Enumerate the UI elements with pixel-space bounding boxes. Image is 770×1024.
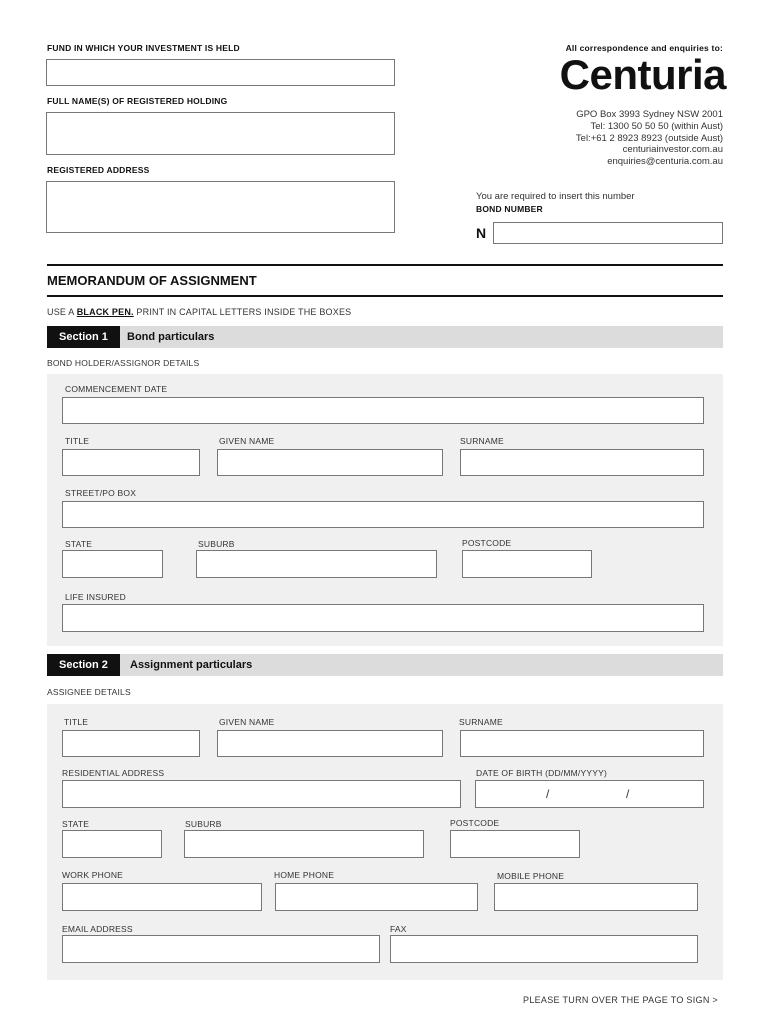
s2-postcode-label: POSTCODE bbox=[450, 818, 500, 828]
s1-given-input[interactable] bbox=[217, 449, 443, 476]
s1-surname-label: SURNAME bbox=[460, 436, 504, 446]
section1-title: Bond particulars bbox=[127, 331, 215, 343]
form-title: MEMORANDUM OF ASSIGNMENT bbox=[47, 273, 257, 288]
instruction-suffix: PRINT IN CAPITAL LETTERS INSIDE THE BOXES bbox=[133, 307, 352, 317]
s1-state-label: STATE bbox=[65, 539, 93, 549]
s2-state-label: STATE bbox=[62, 819, 90, 829]
s2-state-input[interactable] bbox=[62, 830, 162, 858]
instruction-prefix: USE A bbox=[47, 307, 77, 317]
s1-given-label: GIVEN NAME bbox=[219, 436, 275, 446]
section2-header bbox=[47, 654, 723, 676]
bond-note: You are required to insert this number bbox=[476, 191, 635, 202]
bond-prefix: N bbox=[476, 225, 487, 241]
fund-label: FUND IN WHICH YOUR INVESTMENT IS HELD bbox=[47, 43, 240, 53]
s1-street-label: STREET/PO BOX bbox=[65, 488, 137, 498]
s1-surname-input[interactable] bbox=[460, 449, 704, 476]
turn-over-note: PLEASE TURN OVER THE PAGE TO SIGN > bbox=[523, 995, 718, 1005]
contact-email: enquiries@centuria.com.au bbox=[607, 156, 723, 168]
residential-input[interactable] bbox=[62, 780, 461, 808]
s2-postcode-input[interactable] bbox=[450, 830, 580, 858]
contact-gpo: GPO Box 3993 Sydney NSW 2001 bbox=[576, 109, 723, 120]
email-input[interactable] bbox=[62, 935, 380, 963]
email-label: EMAIL ADDRESS bbox=[62, 924, 133, 934]
dob-separator-1: / bbox=[546, 787, 550, 801]
home-phone-label: HOME PHONE bbox=[274, 870, 335, 880]
s2-suburb-label: SUBURB bbox=[185, 819, 222, 829]
instruction bbox=[47, 307, 351, 317]
s1-street-input[interactable] bbox=[62, 501, 704, 528]
s1-suburb-label: SUBURB bbox=[198, 539, 235, 549]
dob-separator-2: / bbox=[626, 787, 630, 801]
bond-number-input[interactable] bbox=[493, 222, 723, 244]
residential-label: RESIDENTIAL ADDRESS bbox=[62, 768, 165, 778]
contact-tel: Tel: 1300 50 50 50 (within Aust) bbox=[590, 120, 723, 132]
s2-surname-input[interactable] bbox=[460, 730, 704, 757]
title-rule-top bbox=[47, 264, 723, 266]
bond-number-label: BOND NUMBER bbox=[476, 204, 543, 214]
section1-header bbox=[47, 326, 723, 348]
centuria-logo: Centuria bbox=[559, 51, 726, 98]
section1-subtitle: BOND HOLDER/ASSIGNOR DETAILS bbox=[47, 358, 200, 368]
dob-label: DATE OF BIRTH (DD/MM/YYYY) bbox=[476, 768, 607, 778]
s2-given-input[interactable] bbox=[217, 730, 443, 757]
s2-title-input[interactable] bbox=[62, 730, 200, 757]
life-insured-input[interactable] bbox=[62, 604, 704, 632]
instruction-emphasis: BLACK PEN. bbox=[76, 307, 134, 317]
s1-postcode-input[interactable] bbox=[462, 550, 592, 578]
registered-address-input[interactable] bbox=[46, 181, 395, 233]
s2-suburb-input[interactable] bbox=[184, 830, 424, 858]
fax-input[interactable] bbox=[390, 935, 698, 963]
s2-given-label: GIVEN NAME bbox=[219, 717, 275, 727]
section2-title: Assignment particulars bbox=[130, 659, 253, 671]
s2-surname-label: SURNAME bbox=[459, 717, 503, 727]
s1-postcode-label: POSTCODE bbox=[462, 538, 512, 548]
s1-title-input[interactable] bbox=[62, 449, 200, 476]
work-phone-label: WORK PHONE bbox=[62, 870, 124, 880]
mobile-phone-input[interactable] bbox=[494, 883, 698, 911]
commencement-label: COMMENCEMENT DATE bbox=[65, 384, 168, 394]
holding-label: FULL NAME(S) OF REGISTERED HOLDING bbox=[47, 96, 228, 106]
life-insured-label: LIFE INSURED bbox=[65, 592, 126, 602]
s2-title-label: TITLE bbox=[64, 717, 89, 727]
correspondence-label: All correspondence and enquiries to: bbox=[565, 43, 723, 53]
s1-title-label: TITLE bbox=[65, 436, 90, 446]
holding-input[interactable] bbox=[46, 112, 395, 155]
section1-number: Section 1 bbox=[47, 326, 120, 348]
address-label: REGISTERED ADDRESS bbox=[47, 165, 150, 175]
contact-tel-intl: Tel:+61 2 8923 8923 (outside Aust) bbox=[575, 132, 723, 144]
fax-label: FAX bbox=[390, 924, 407, 934]
fund-input[interactable] bbox=[46, 59, 395, 86]
title-rule-bottom bbox=[47, 295, 723, 297]
s1-suburb-input[interactable] bbox=[196, 550, 437, 578]
commencement-input[interactable] bbox=[62, 397, 704, 424]
contact-web: centuriainvestor.com.au bbox=[622, 144, 723, 156]
s1-state-input[interactable] bbox=[62, 550, 163, 578]
home-phone-input[interactable] bbox=[275, 883, 478, 911]
dob-input[interactable] bbox=[475, 780, 704, 808]
section2-number: Section 2 bbox=[47, 654, 120, 676]
work-phone-input[interactable] bbox=[62, 883, 262, 911]
section2-subtitle: ASSIGNEE DETAILS bbox=[47, 687, 131, 697]
contact-block bbox=[576, 109, 723, 168]
mobile-phone-label: MOBILE PHONE bbox=[497, 871, 565, 881]
